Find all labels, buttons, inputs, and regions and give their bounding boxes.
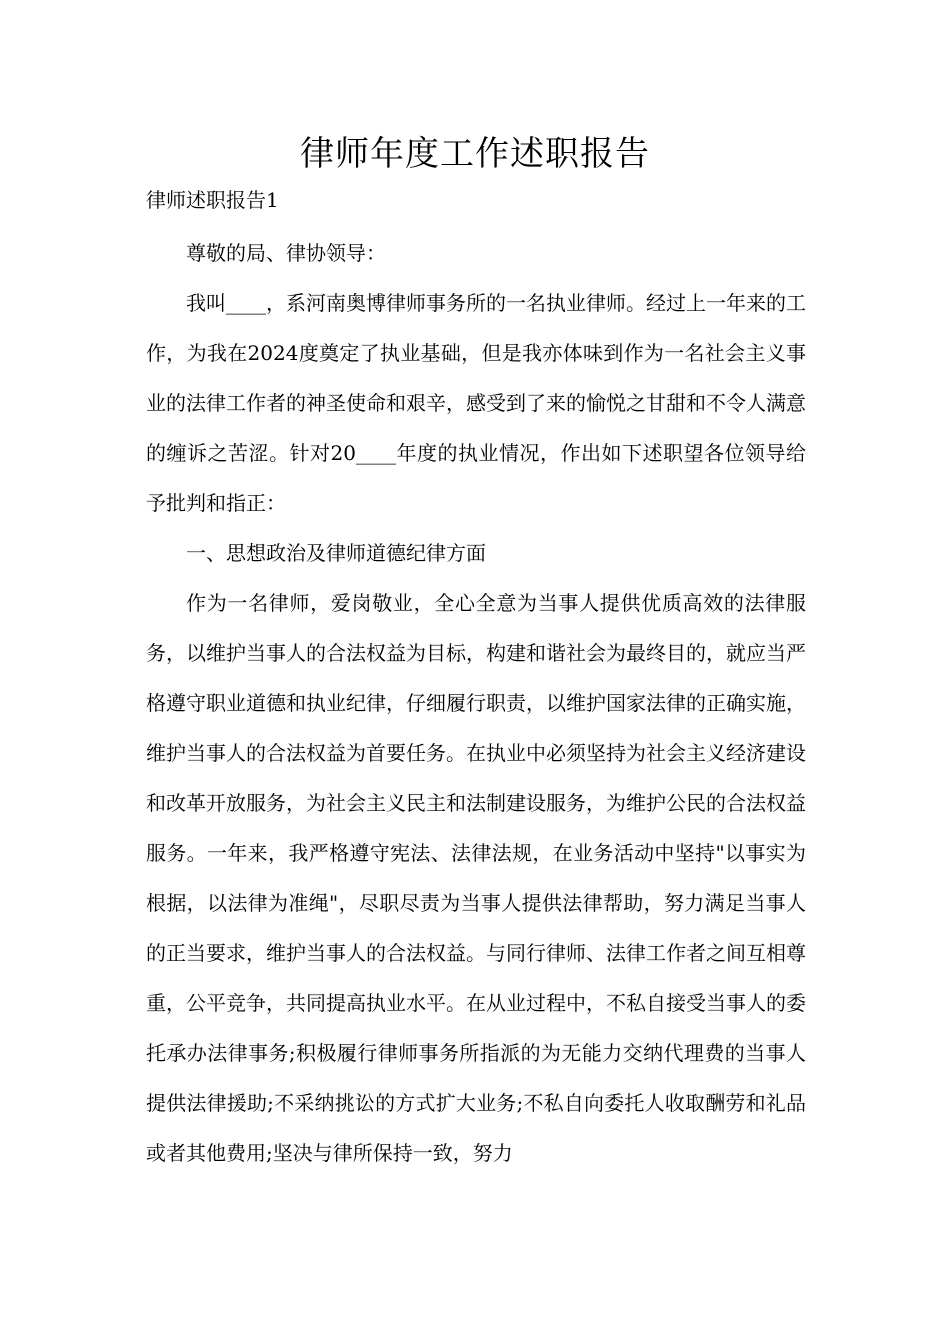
- document-subtitle: 律师述职报告1: [146, 188, 279, 212]
- section-paragraph: 作为一名律师，爱岗敬业，全心全意为当事人提供优质高效的法律服务，以维护当事人的合法权益为目标，构建和谐社会为最终目的，就应当严格遵守职业道德和执业纪律，仔细履行职责，以维护国家法律的正确实施，维护当事人的合法权益为首要任务。在执业中必须坚持为社会主义经济建设和改革开放服务，为社会主义民主和法制建设服务，为维护公民的合法权益服务。一年来，我严格遵守宪法、法律法规，在业务活动中坚持"以事实为根据，以法律为准绳"，尽职尽责为当事人提供法律帮助，努力满足当事人的正当要求，维护当事人的合法权益。与同行律师、法律工作者之间互相尊重，公平竞争，共同提高执业水平。在从业过程中，不私自接受当事人的委托承办法律事务;积极履行律师事务所指派的为无能力交纳代理费的当事人提供法律援助;不采纳挑讼的方式扩大业务;不私自向委托人收取酬劳和礼品或者其他费用;坚决与律所保持一致，努力: [146, 591, 806, 1165]
- intro-paragraph: 我叫____，系河南奥博律师事务所的一名执业律师。经过上一年来的工作，为我在2024度奠定了执业基础，但是我亦体味到作为一名社会主义事业的法律工作者的神圣使命和艰辛，感受到了来的愉悦之甘甜和不令人满意的缠诉之苦涩。针对20____年度的执业情况，作出如下述职望各位领导给予批判和指正：: [146, 291, 806, 515]
- section-heading: 一、思想政治及律师道德纪律方面: [186, 541, 486, 565]
- document-title: 律师年度工作述职报告: [300, 134, 650, 174]
- document-body: [146, 228, 806, 1178]
- salutation-paragraph: 尊敬的局、律协领导：: [186, 241, 386, 265]
